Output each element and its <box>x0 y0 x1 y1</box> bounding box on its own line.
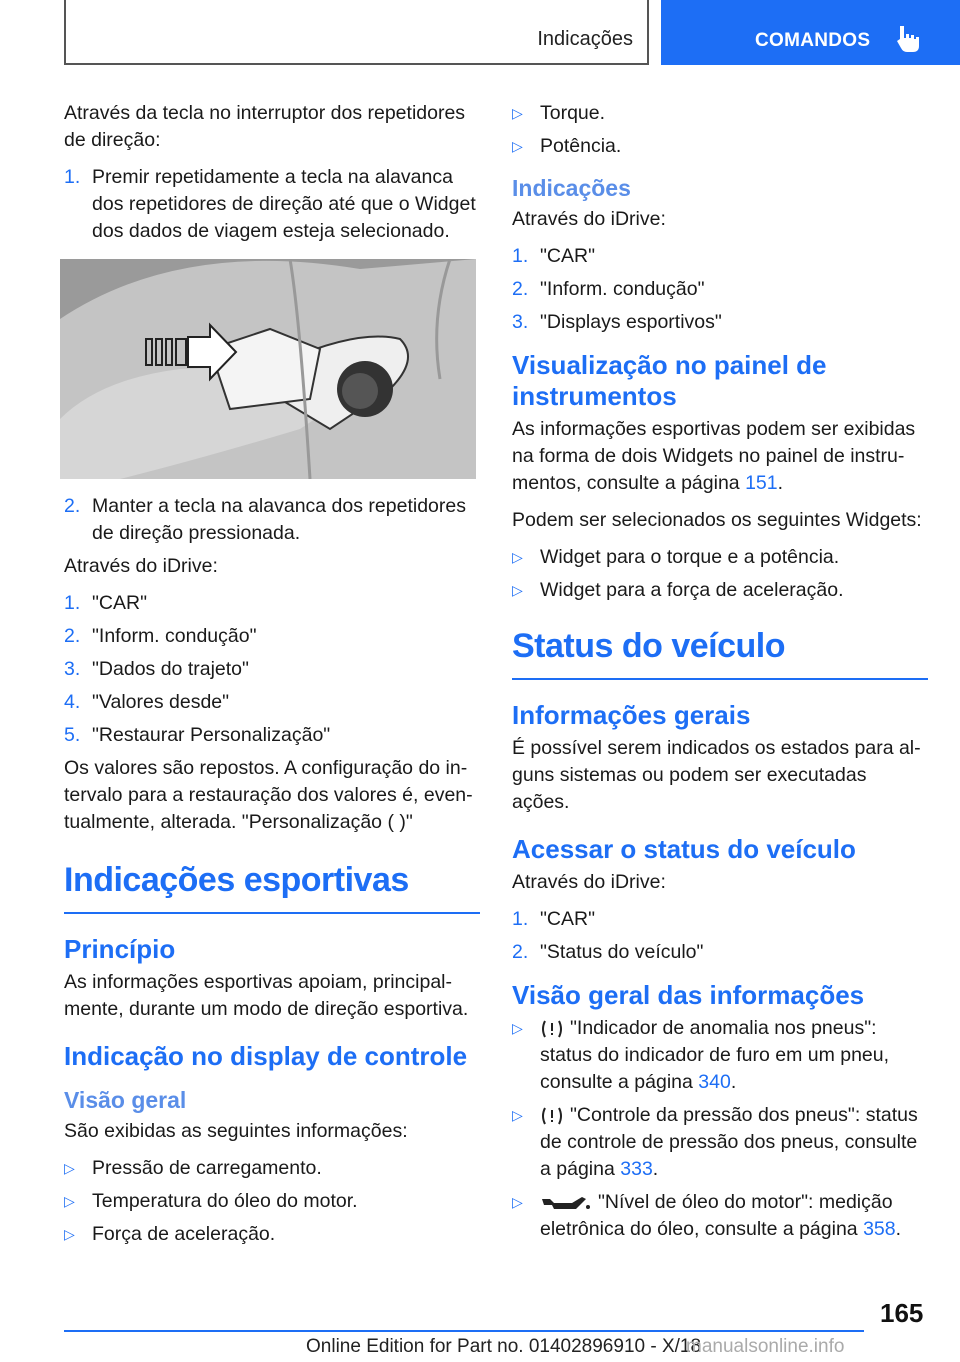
chapter-tab[interactable] <box>661 0 960 65</box>
list-item: 1. "CAR" <box>64 592 148 614</box>
list-item: 2. "Inform. condução" <box>512 278 705 300</box>
edition-text: Online Edition for Part no. 01402896910 - X/18 <box>306 1336 702 1357</box>
intro-text: Através da tecla no interruptor dos repetidores de direção: <box>64 102 466 151</box>
heading-control-display: Indicação no display de controle <box>64 1041 468 1071</box>
idrive-label: Através do iDrive: <box>64 555 218 577</box>
list-item: 2. Manter a tecla na alavanca dos repetidores de direção pressionada. <box>64 495 466 544</box>
list-item: ▷ Temperatura do óleo do motor. <box>64 1190 358 1212</box>
overview-text: São exibidas as seguintes informações: <box>64 1120 408 1142</box>
page-number: 165 <box>880 1298 924 1328</box>
footer-divider <box>64 1330 864 1332</box>
watermark-brand: manualsonline.info <box>686 1336 845 1357</box>
chapter-tab-label: COMANDOS <box>755 30 871 51</box>
list-item: 2. "Status do veículo" <box>512 941 704 963</box>
tire-pressure-icon <box>540 1106 564 1126</box>
widgets-text: Podem ser selecionados os seguintes Widgets: <box>512 509 922 531</box>
list-item: 3. "Displays esportivos" <box>512 311 722 333</box>
continued-list <box>512 100 928 160</box>
heading-instrument-panel: Visualização no painel de instrumentos <box>512 350 827 411</box>
right-column <box>512 100 928 1249</box>
info-list <box>512 1015 928 1243</box>
turn-signal-lever-photo <box>60 259 476 479</box>
heading-access-status: Acessar o status do veículo <box>512 834 856 864</box>
list-item: ▷ "Nível de óleo do motor": medição eletrônica do óleo, consulte a página 358. <box>512 1191 902 1240</box>
list-item: ▷ Força de aceleração. <box>64 1223 276 1245</box>
list-item: 2. "Inform. condução" <box>64 625 257 647</box>
page-link-340[interactable]: 340 <box>698 1071 731 1093</box>
list-item: ▷ "Indicador de anomalia nos pneus": status do indicador de furo em um pneu, consulte a página 340. <box>512 1017 890 1093</box>
overview-list <box>64 1155 480 1248</box>
idrive-steps-list <box>64 590 480 749</box>
list-item: 1. "CAR" <box>512 245 596 267</box>
page-link-358[interactable]: 358 <box>863 1218 896 1240</box>
page-link-333[interactable]: 333 <box>620 1158 653 1180</box>
list-item: 5. "Restaurar Personalização" <box>64 724 331 746</box>
widgets-list <box>512 544 928 604</box>
access-label: Através do iDrive: <box>512 871 666 893</box>
idrive-label-right: Através do iDrive: <box>512 208 666 230</box>
list-item: 4. "Valores desde" <box>64 691 230 713</box>
list-item: ▷ Widget para o torque e a potência. <box>512 546 840 568</box>
page-header <box>0 0 960 66</box>
list-item: ▷ Potência. <box>512 135 622 157</box>
heading-principle: Princípio <box>64 934 176 964</box>
reset-note: Os valores são repostos. A configuração do intervalo para a restauração dos valores é, eventualmente, alterada. "Personalização ( )" <box>64 757 473 833</box>
section-tab[interactable] <box>64 0 649 65</box>
heading-info-overview: Visão geral das informações <box>512 980 865 1010</box>
heading-sport-displays: Indicações esportivas <box>64 860 480 914</box>
heading-general-info: Informações gerais <box>512 700 751 730</box>
lever-illustration <box>60 259 476 479</box>
oil-can-icon <box>540 1193 592 1213</box>
idrive-steps-right-list <box>512 243 928 336</box>
left-column <box>64 100 480 1254</box>
list-item: ▷ "Controle da pressão dos pneus": status de controle de pressão dos pneus, consulte a página 333. <box>512 1104 918 1180</box>
list-item: 3. "Dados do trajeto" <box>64 658 249 680</box>
page-link-151[interactable]: 151 <box>745 472 778 494</box>
tire-warning-icon <box>540 1019 564 1039</box>
principle-text: As informações esportivas apoiam, principalmente, durante um modo de direção esportiva. <box>64 971 469 1020</box>
steps-b-list <box>64 493 480 547</box>
heading-indicacoes: Indicações <box>512 175 631 201</box>
heading-vehicle-status: Status do veículo <box>512 626 928 680</box>
general-text: É possível serem indicados os estados para alguns sistemas ou podem ser executadas ações. <box>512 737 921 813</box>
pointing-hand-icon <box>895 24 923 54</box>
list-item: 1. "CAR" <box>512 908 596 930</box>
heading-overview: Visão geral <box>64 1087 187 1113</box>
list-item: 1. Premir repetidamente a tecla na alavanca dos repetidores de direção até que o Widget dos dados de viagem esteja selecionado. <box>64 166 476 242</box>
list-item: ▷ Torque. <box>512 102 606 124</box>
access-steps-list <box>512 906 928 966</box>
list-item: ▷ Pressão de carregamento. <box>64 1157 322 1179</box>
steps-a-list <box>64 164 480 245</box>
list-item: ▷ Widget para a força de aceleração. <box>512 579 844 601</box>
panel-text: As informações esportivas podem ser exibidas na forma de dois Widgets no painel de instrumentos, consulte a página 151. <box>512 418 916 494</box>
section-tab-label: Indicações <box>537 28 633 50</box>
